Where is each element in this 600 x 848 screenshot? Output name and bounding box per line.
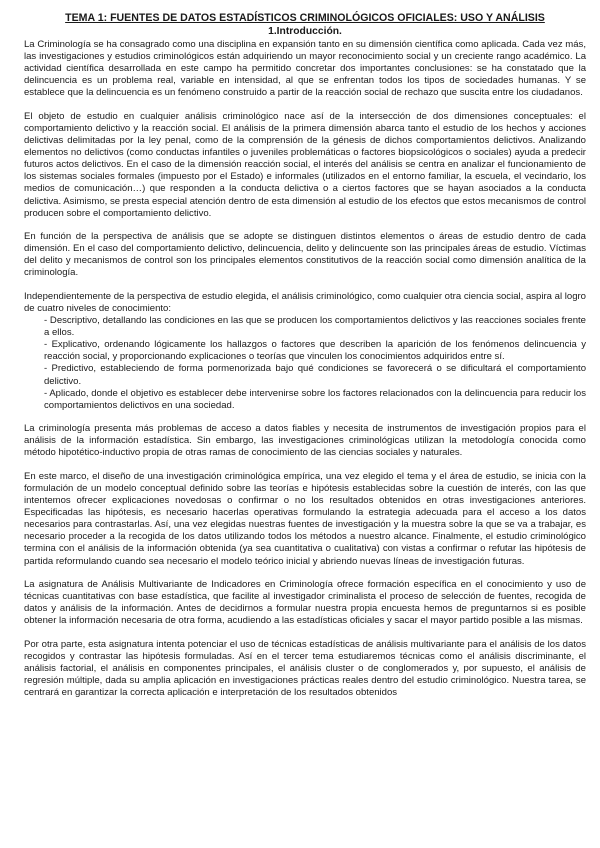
section-title: 1.Introducción. [268, 26, 342, 37]
list-item-descriptivo: - Descriptivo, detallando las condiciones en las que se producen los comportamientos delictivos y las reacciones sociales frente a ellos. [44, 315, 586, 339]
paragraph-5: La criminología presenta más problemas de acceso a datos fiables y necesita de instrumentos de investigación propios para el análisis de la información estadística. Sin embargo, las investigaciones criminológicas utilizan la metodología conocida como método hipotético-inductivo propia de otras ramas de conocimiento de las ciencias sociales y naturales. [24, 423, 586, 459]
knowledge-levels-list [24, 315, 586, 412]
list-item-explicativo: - Explicativo, ordenando lógicamente los hallazgos o factores que describen la aparición de los fenómenos delincuencia y reacción social, y proporcionando explicaciones o teorías que vinculen los conocimientos adquiridos entre sí. [44, 339, 586, 363]
paragraph-1: La Criminología se ha consagrado como una disciplina en expansión tanto en su dimensión científica como aplicada. Cada vez más, las investigaciones y estudios criminológicos están adquiriendo un mayor reconocimiento social y un creciente rango académico. La actividad científica desarrollada en este campo ha permitido concretar dos importantes conclusiones: se ha constatado que la delincuencia es un problema real, variable en intensidad, al que se enfrentan todos los tipos de sociedades humanas. Y se establece que la delincuencia es un fenómeno construido a partir de la reacción social de rechazo que suscita entre los ciudadanos. [24, 39, 586, 99]
paragraph-4: Independientemente de la perspectiva de estudio elegida, el análisis criminológico, como cualquier otra ciencia social, aspira al logro de cuatro niveles de conocimiento: [24, 290, 586, 314]
document-title: TEMA 1: FUENTES DE DATOS ESTADÍSTICOS CRIMINOLÓGICOS OFICIALES: USO Y ANÁLISIS [65, 12, 545, 24]
paragraph-2: El objeto de estudio en cualquier análisis criminológico nace así de la intersección de dos dimensiones conceptuales: el comportamiento delictivo y la reacción social. El análisis de la primera dimensión abarca tanto el estudio de los hechos y acciones delictivas delimitadas por la ley penal, como de la comprensión de la génesis de dichos comportamientos delictivos. Analizando elementos no delictivos (como conductas infantiles o juveniles problemáticas o factores biopsicológicos o sociales) ayuda a predecir futuros actos delictivos. En el caso de la dimensión reacción social, el interés del análisis se centra en analizar el funcionamiento de los sistemas sociales formales (impuesto por el Estado) e informales (utilizados en el entorno familiar, la escuela, el vecindario, los medios de comunicación…) que responden a la conducta delictiva o a ciertos factores que se hayan asociados a la conducta delictiva. Asimismo, se presta especial atención dentro de esta dimensión al estudio de los efectos que estos mecanismos de control producen sobre el comportamiento delictivo. [24, 110, 586, 219]
paragraph-3: En función de la perspectiva de análisis que se adopte se distinguen distintos elementos o áreas de estudio dentro de cada dimensión. En el caso del comportamiento delictivo, delincuencia, delito y delincuente son las principales áreas de estudio. Víctimas del delito y mecanismos de control son los principales elementos constitutivos de la reacción social como dimensión analítica de la criminología. [24, 231, 586, 279]
list-item-aplicado: - Aplicado, donde el objetivo es establecer debe intervenirse sobre los factores relacionados con la delincuencia para reducir los comportamientos delictivos en una sociedad. [44, 387, 586, 411]
paragraph-8: Por otra parte, esta asignatura intenta potenciar el uso de técnicas estadísticas de análisis multivariante para el análisis de los datos recogidos y contrastar las hipótesis formuladas. Así en el tercer tema estudiaremos técnicas como el análisis discriminante, el análisis factorial, el análisis en componentes principales, el análisis cluster o de conglomerados y, por supuesto, el análisis de regresión múltiple, dada su amplia aplicación en investigaciones prácticas reales dentro del estudio criminológico. Nuestra tarea, se centrará en garantizar la correcta aplicación e interpretación de los resultados obtenidos [24, 638, 586, 699]
list-item-predictivo: - Predictivo, estableciendo de forma pormenorizada bajo qué condiciones se favorecerá o se dificultará el comportamiento delictivo. [44, 363, 586, 387]
paragraph-7: La asignatura de Análisis Multivariante de Indicadores en Criminología ofrece formación específica en el conocimiento y uso de técnicas cuantitativas con base estadística, que facilite al investigador criminalista el proceso de selección de fuentes, recogida de datos y análisis de la información. Antes de decidirnos a formular nuestra propia encuesta hemos de preguntarnos si es posible obtener la información necesaria de otra forma, acudiendo a las estadísticas oficiales y sacar el mayor partido posible a las mismas. [24, 579, 586, 627]
paragraph-6: En este marco, el diseño de una investigación criminológica empírica, una vez elegido el tema y el área de estudio, se inicia con la formulación de un modelo conceptual definido sobre las teorías e hipótesis establecidas sobre la cuestión de interés, con las que intentemos ofrecer explicaciones novedosas o confirmar o no los resultados obtenidos en otras investigaciones anteriores. Especificadas las hipótesis, es necesario hacerlas operativas formulando la estrategia adecuada para el acceso a los datos necesarios para contrastarlas. Así, una vez elegidas nuestras fuentes de investigación y la muestra sobre la que se va a trabajar, es necesario proceder a la recogida de los datos utilizando todos los métodos a nuestro alcance. Finalmente, el estudio criminológico termina con el análisis de la información obtenida (ya sea cuantitativa o cualitativa) con vistas a confirmar o refutar las hipótesis de partida reformulando cuando sea necesario el modelo teórico inicial y abriendo nuevas líneas de investigación futuras. [24, 470, 586, 567]
